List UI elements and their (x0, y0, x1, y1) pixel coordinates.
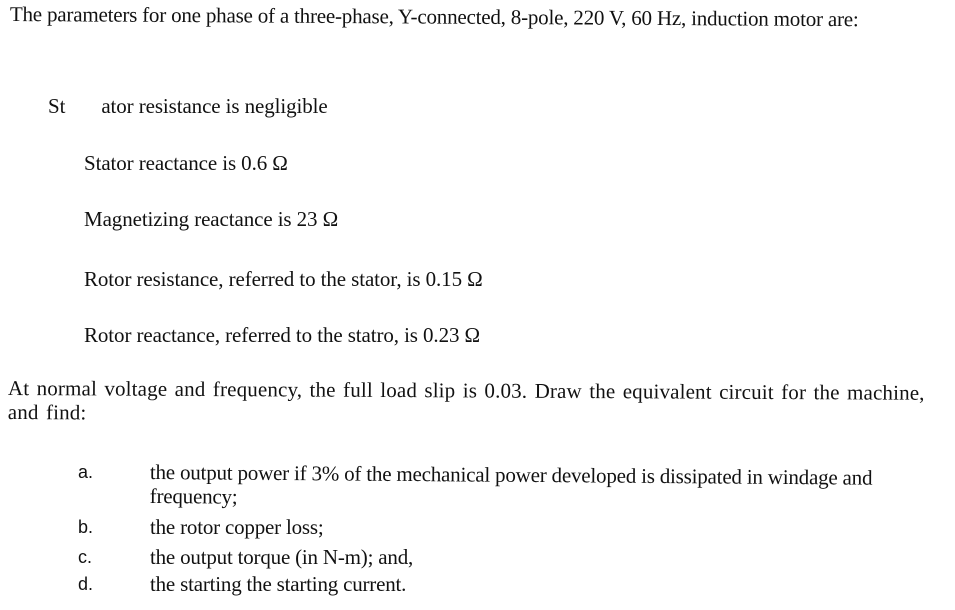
intro-paragraph: The parameters for one phase of a three-phase, Y-connected, 8-pole, 220 V, 60 Hz, induction motor are: (9, 2, 859, 32)
question-text: the output power if 3% of the mechanical power developed is dissipated in windage and frequency; (149, 460, 873, 509)
task-paragraph: At normal voltage and frequency, the full load slip is 0.03. Draw the equivalent circuit for the machine, and find: (7, 376, 925, 425)
question-text: the rotor copper loss; (150, 515, 324, 539)
parameter-stator-resistance (48, 94, 328, 118)
list-marker: b. (78, 517, 94, 537)
parameter-rest: ator resistance is negligible (101, 94, 328, 118)
parameter-prefix: St (48, 94, 66, 118)
list-marker: c. (78, 547, 93, 567)
question-text: the starting the starting current. (150, 572, 407, 596)
parameter-stator-reactance: Stator reactance is 0.6 Ω (84, 151, 288, 175)
parameter-rotor-resistance: Rotor resistance, referred to the stator, is 0.15 Ω (84, 267, 483, 291)
parameter-magnetizing-reactance: Magnetizing reactance is 23 Ω (84, 207, 339, 231)
parameter-rotor-reactance: Rotor reactance, referred to the statro, is 0.23 Ω (84, 323, 481, 347)
question-text: the output torque (in N-m); and, (150, 545, 414, 569)
list-marker: d. (78, 574, 94, 594)
list-marker: a. (78, 462, 94, 482)
